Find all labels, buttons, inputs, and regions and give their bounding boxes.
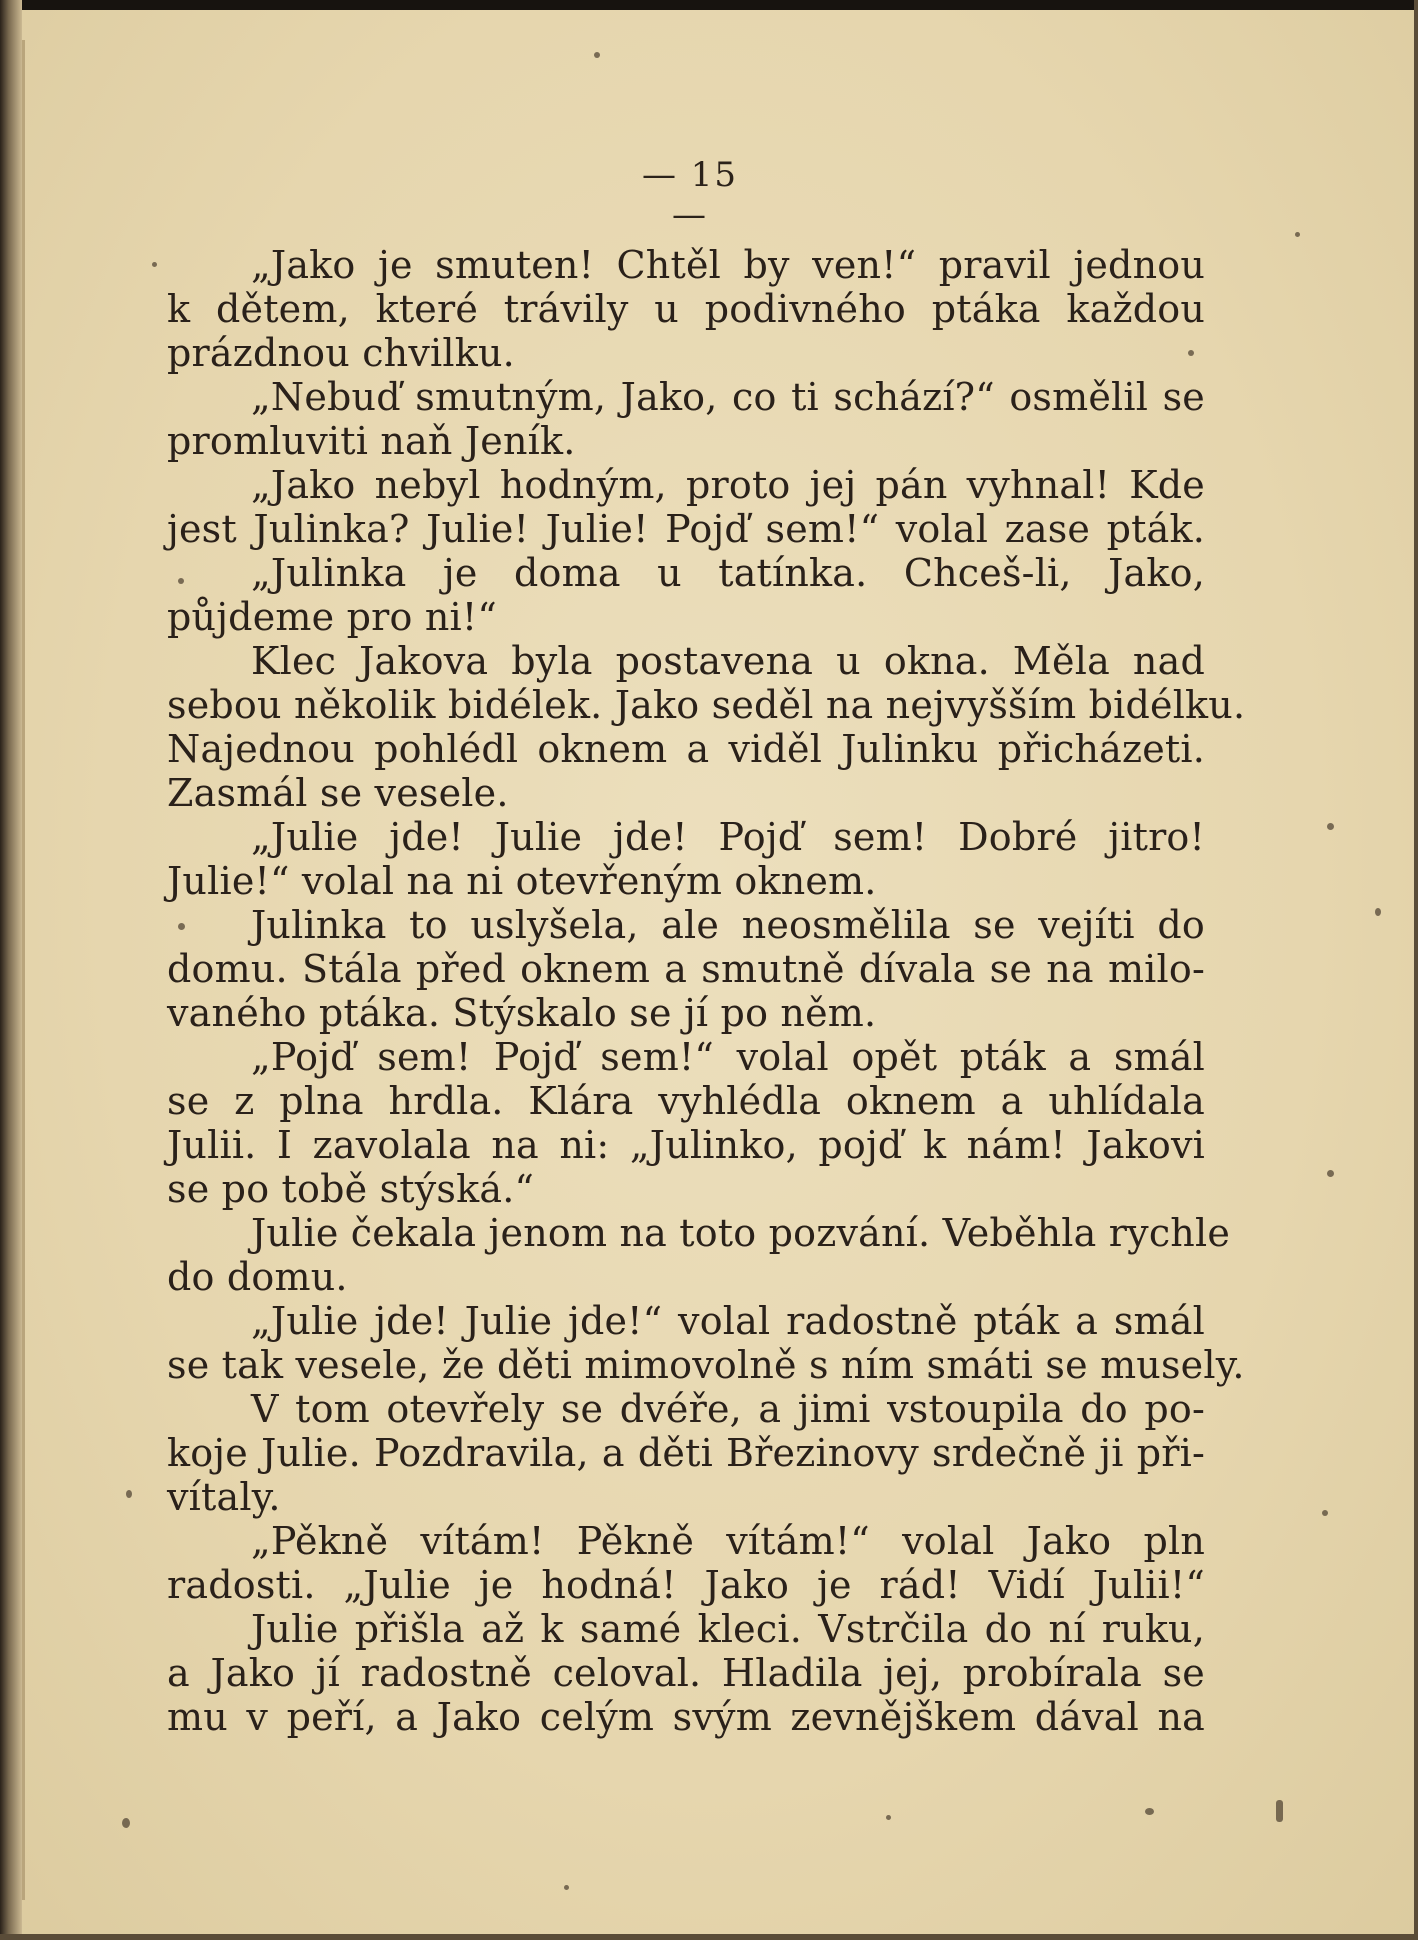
paper-speck <box>1327 1170 1334 1177</box>
paper-speck <box>1375 908 1381 916</box>
paper-speck <box>1295 232 1300 237</box>
text-line: mu v peří, a Jako celým svým zevnějškem dával na <box>167 1695 1205 1739</box>
text-line: promluviti naň Jeník. <box>167 419 576 463</box>
text-line: a Jako jí radostně celoval. Hladila jej, probírala se <box>167 1651 1205 1695</box>
text-line: Julie čekala jenom na toto pozvání. Veběhla rychle <box>251 1211 1231 1255</box>
gutter-line <box>22 40 25 1900</box>
paper-speck <box>152 262 157 267</box>
text-line: „Julie jde! Julie jde!“ volal radostně pták a smál <box>251 1299 1205 1343</box>
text-line: Julie!“ volal na ni otevřeným oknem. <box>167 859 877 903</box>
paper-speck <box>1145 1808 1154 1815</box>
text-line: Julii. I zavolala na ni: „Julinko, pojď k nám! Jakovi <box>167 1123 1205 1167</box>
text-line: se po tobě stýská.“ <box>167 1167 535 1211</box>
paper-speck <box>178 578 184 584</box>
text-line: „Jako je smuten! Chtěl by ven!“ pravil jednou <box>251 243 1205 287</box>
text-line: prázdnou chvilku. <box>167 331 515 375</box>
paper-speck <box>886 1815 891 1820</box>
text-line: vítaly. <box>167 1475 281 1519</box>
text-line: „Nebuď smutným, Jako, co ti schází?“ osmělil se <box>251 375 1205 419</box>
page-gutter <box>0 0 22 1940</box>
paper-speck <box>1276 1800 1283 1822</box>
text-line: k dětem, které trávily u podivného ptáka každou <box>167 287 1205 331</box>
text-line: Julinka to uslyšela, ale neosmělila se vejíti do <box>251 903 1205 947</box>
text-line: Najednou pohlédl oknem a viděl Julinku přicházeti. <box>167 727 1205 771</box>
text-line: domu. Stála před oknem a smutně dívala se na milo- <box>167 947 1205 991</box>
text-line: koje Julie. Pozdravila, a děti Březinovy srdečně ji při- <box>167 1431 1205 1475</box>
page-number: — 15 — <box>641 155 739 235</box>
page-top-edge <box>0 0 1418 10</box>
paper-speck <box>564 1885 569 1890</box>
paper-speck <box>126 1490 132 1498</box>
text-line: „Julinka je doma u tatínka. Chceš-li, Jako, <box>251 551 1205 595</box>
text-line: Zasmál se vesele. <box>167 771 509 815</box>
paper-speck <box>594 52 600 58</box>
text-line: sebou několik bidélek. Jako seděl na nejvyšším bidélku. <box>167 683 1246 727</box>
paper-speck <box>1322 1510 1328 1516</box>
paper-speck <box>122 1818 130 1828</box>
text-line: Julie přišla až k samé kleci. Vstrčila do ní ruku, <box>251 1607 1205 1651</box>
text-line: Klec Jakova byla postavena u okna. Měla nad <box>251 639 1205 683</box>
text-line: jest Julinka? Julie! Julie! Pojď sem!“ volal zase pták. <box>167 507 1205 551</box>
text-line: „Julie jde! Julie jde! Pojď sem! Dobré jitro! <box>251 815 1205 859</box>
page-right-edge <box>1414 0 1418 1940</box>
text-line: radosti. „Julie je hodná! Jako je rád! Vidí Julii!“ <box>167 1563 1205 1607</box>
text-line: „Pěkně vítám! Pěkně vítám!“ volal Jako pln <box>251 1519 1205 1563</box>
text-line: do domu. <box>167 1255 348 1299</box>
paper-speck <box>1327 823 1334 830</box>
paper-speck <box>1188 350 1194 356</box>
text-line: V tom otevřely se dvéře, a jimi vstoupila do po- <box>251 1387 1205 1431</box>
text-line: „Pojď sem! Pojď sem!“ volal opět pták a smál <box>251 1035 1205 1079</box>
text-line: půjdeme pro ni!“ <box>167 595 497 639</box>
page-bottom-edge <box>0 1934 1418 1940</box>
paper-speck <box>178 923 185 930</box>
text-line: „Jako nebyl hodným, proto jej pán vyhnal! Kde <box>251 463 1205 507</box>
text-line: se z plna hrdla. Klára vyhlédla oknem a uhlídala <box>167 1079 1205 1123</box>
text-line: se tak vesele, že děti mimovolně s ním smáti se musely. <box>167 1343 1245 1387</box>
text-line: vaného ptáka. Stýskalo se jí po něm. <box>167 991 877 1035</box>
